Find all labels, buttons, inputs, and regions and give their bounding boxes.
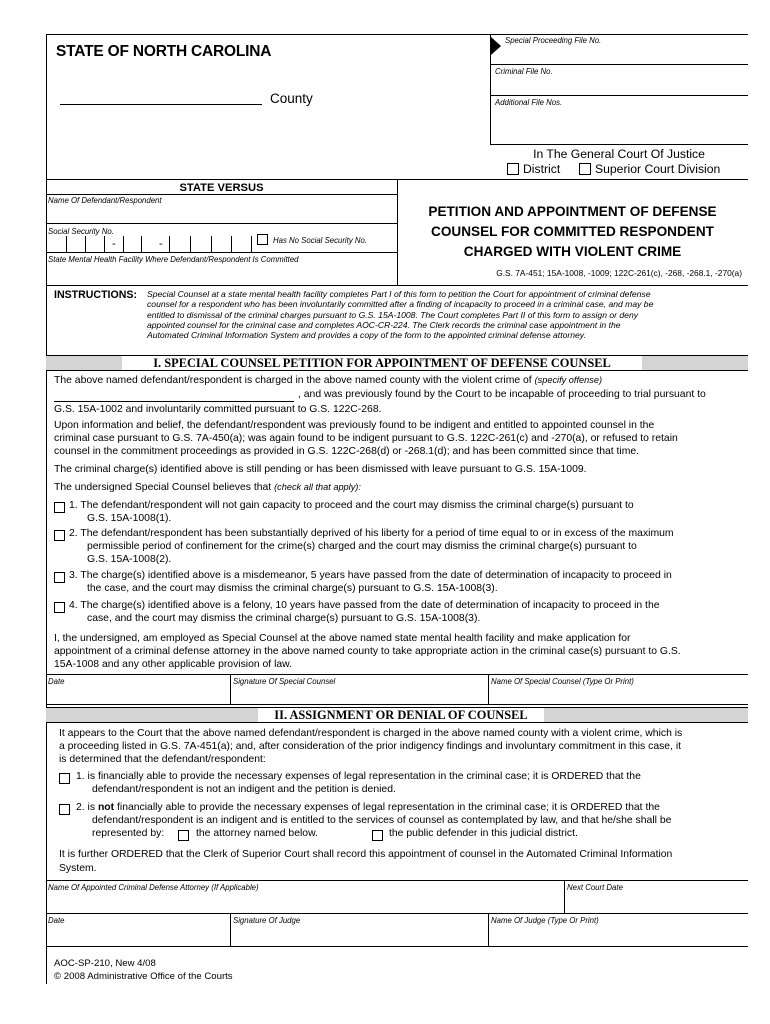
ssn-dash: - bbox=[112, 238, 116, 250]
part1-p1-italic: (specify offense) bbox=[534, 375, 602, 385]
part1-p5-line3: 15A-1008 and any other applicable provision of law. bbox=[54, 659, 292, 670]
part1-p2-line2: criminal case pursuant to G.S. 7A-450(a); was again found to be indigent pursuant to G.S. 122C-261(c) and -270(a), or refused to retain bbox=[54, 433, 678, 444]
part1-title: I. SPECIAL COUNSEL PETITION FOR APPOINTMENT OF DEFENSE COUNSEL bbox=[122, 356, 642, 370]
instructions-line: Automated Criminal Information System and provides a copy of the form to the appointed criminal defense attorney. bbox=[147, 330, 586, 341]
part2-item2-checkbox[interactable] bbox=[59, 804, 70, 815]
part2-header-band bbox=[46, 707, 748, 723]
ssn-line bbox=[46, 252, 397, 253]
file-box-top bbox=[490, 34, 748, 35]
district-label: District bbox=[523, 162, 561, 176]
defendant-name-line[interactable] bbox=[46, 223, 397, 224]
item3-line2: the case, and the court may dismiss the criminal charge(s) pursuant to G.S. 15A-1008(3). bbox=[87, 583, 498, 594]
facility-label: State Mental Health Facility Where Defendant/Respondent Is Committed bbox=[48, 255, 299, 264]
item2-line1: 2. The defendant/respondent has been substantially deprived of his liberty for a period of time equal to or in excess of the maximum bbox=[69, 528, 674, 539]
judge-name-field[interactable] bbox=[489, 926, 747, 945]
item2-line3: G.S. 15A-1008(2). bbox=[87, 554, 172, 565]
part2-p1-line1: It appears to the Court that the above named defendant/respondent is charged in the above named county with a violent crime, which is bbox=[59, 728, 683, 739]
attorney-name-field[interactable] bbox=[47, 893, 563, 912]
part1-p1-line2: , and was previously found by the Court to be incapable of proceeding to trial pursuant to bbox=[298, 389, 706, 400]
part2-p2-line2: System. bbox=[59, 863, 97, 874]
file-arrow-icon bbox=[491, 37, 501, 55]
item3-checkbox[interactable] bbox=[54, 572, 65, 583]
item4-line1: 4. The charge(s) identified above is a felony, 10 years have passed from the date of determination of incapacity to proceed in the bbox=[69, 600, 660, 611]
part2-item1-line1: 1. is financially able to provide the necessary expenses of legal representation in the criminal case; it is ORDERED that the bbox=[76, 771, 641, 782]
part1-p4-text: The undersigned Special Counsel believes that bbox=[54, 482, 272, 493]
criminal-file-line[interactable] bbox=[490, 95, 748, 96]
superior-label: Superior Court Division bbox=[595, 162, 721, 176]
part2-p2-line1: It is further ORDERED that the Clerk of Superior Court shall record this appointment of counsel in the Automated Criminal Information bbox=[59, 849, 673, 860]
judge-date-field[interactable] bbox=[47, 926, 229, 945]
ssn-label: Social Security No. bbox=[48, 227, 114, 236]
part2-title: II. ASSIGNMENT OR DENIAL OF COUNSEL bbox=[258, 708, 544, 722]
item1-checkbox[interactable] bbox=[54, 502, 65, 513]
form-title-line2: COUNSEL FOR COMMITTED RESPONDENT bbox=[431, 224, 714, 239]
ssn-box-divider bbox=[169, 236, 170, 252]
instructions-line: counsel for a respondent who has been involuntarily committed after a finding of incapacity to proceed in a criminal case, and may be bbox=[147, 299, 654, 310]
part1-date-field[interactable] bbox=[47, 686, 229, 703]
part1-p1-line1 bbox=[54, 375, 602, 386]
judge-row-bottom bbox=[46, 946, 748, 947]
attorney-row-top bbox=[46, 880, 748, 881]
ssn-box-divider bbox=[211, 236, 212, 252]
part2-item2-text: financially able to provide the necessary expenses of legal representation in the criminal case; it is ORDERED that the bbox=[117, 802, 660, 813]
additional-file-nos-label: Additional File Nos. bbox=[495, 98, 563, 107]
part1-p5-line2: appointment of a criminal defense attorney in the above named county to take appropriate action in the criminal case(s) pursuant to G.S. bbox=[54, 646, 681, 657]
form-number: AOC-SP-210, New 4/08 bbox=[54, 958, 156, 969]
next-court-date-label: Next Court Date bbox=[567, 883, 623, 892]
top-border bbox=[46, 34, 490, 35]
judge-signature-field[interactable] bbox=[231, 926, 487, 945]
part1-p5-line1: I, the undersigned, am employed as Special Counsel at the above named state mental health facility and make application for bbox=[54, 633, 631, 644]
ssn-box-divider bbox=[123, 236, 124, 252]
criminal-file-no-label: Criminal File No. bbox=[495, 67, 553, 76]
district-checkbox[interactable] bbox=[507, 163, 519, 175]
copyright: © 2008 Administrative Office of the Courts bbox=[54, 971, 233, 982]
offense-input-line[interactable] bbox=[54, 401, 294, 402]
court-title: In The General Court Of Justice bbox=[533, 147, 705, 161]
judge-date-label: Date bbox=[48, 916, 65, 925]
item3-line1: 3. The charge(s) identified above is a misdemeanor, 5 years have passed from the date of determination of incapacity to proceed in bbox=[69, 570, 672, 581]
part1-signature-field[interactable] bbox=[231, 686, 487, 703]
next-court-date-field[interactable] bbox=[565, 893, 747, 912]
public-defender-checkbox[interactable] bbox=[372, 830, 383, 841]
ssn-dash: - bbox=[159, 238, 163, 250]
instructions-line: appointed counsel for the criminal case and completes AOC-CR-224. The Clerk records the criminal case appointment in the bbox=[147, 319, 621, 330]
parties-bottom-line bbox=[46, 285, 748, 286]
form-title-line1: PETITION AND APPOINTMENT OF DEFENSE bbox=[428, 204, 717, 219]
statutes: G.S. 7A-451; 15A-1008, -1009; 122C-261(c), -268, -268.1, -270(a) bbox=[496, 268, 742, 278]
state-versus-line bbox=[46, 194, 397, 195]
judge-name-label: Name Of Judge (Type Or Print) bbox=[491, 916, 599, 925]
part1-p2-line1: Upon information and belief, the defendant/respondent was previously found to be indigent and entitled to appointed counsel in the bbox=[54, 420, 655, 431]
part1-signature-bottom bbox=[46, 704, 748, 705]
special-proceeding-file-no-label: Special Proceeding File No. bbox=[505, 36, 602, 45]
part2-item1-line2: defendant/respondent is not an indigent and the petition is denied. bbox=[92, 784, 396, 795]
public-defender-label: the public defender in this judicial district. bbox=[389, 828, 578, 839]
no-ssn-checkbox[interactable] bbox=[257, 234, 268, 245]
part2-item2-line2: defendant/respondent is an indigent and is entitled to the services of counsel as contemplated by law, and that he/she shall be bbox=[92, 815, 672, 826]
ssn-box-divider bbox=[190, 236, 191, 252]
no-ssn-label: Has No Social Security No. bbox=[273, 236, 368, 245]
part2-p1-line2: a proceeding listed in G.S. 7A-451(a); and, after consideration of the prior indigency findings and involuntary commitment in this case, it bbox=[59, 741, 682, 752]
special-proceeding-line[interactable] bbox=[490, 64, 748, 65]
attorney-row-bottom bbox=[46, 913, 748, 914]
part2-p1-line3: is determined that the defendant/respondent: bbox=[59, 754, 266, 765]
ssn-box-divider bbox=[141, 236, 142, 252]
ssn-box-divider bbox=[251, 236, 252, 252]
instructions-line: entitled to dismissal of the criminal charges pursuant to G.S. 15A-1008. The Court completes Part II of this form to assign or deny bbox=[147, 309, 639, 320]
state-heading: STATE OF NORTH CAROLINA bbox=[56, 43, 272, 60]
part2-item2-line3: represented by: bbox=[92, 828, 165, 839]
form-title-line3: CHARGED WITH VIOLENT CRIME bbox=[463, 244, 682, 259]
instructions-text bbox=[147, 289, 653, 340]
ssn-box-divider bbox=[85, 236, 86, 252]
part1-p4-italic: (check all that apply): bbox=[274, 482, 361, 492]
attorney-named-label: the attorney named below. bbox=[196, 828, 318, 839]
superior-checkbox[interactable] bbox=[579, 163, 591, 175]
part1-signature-top bbox=[46, 674, 748, 675]
item4-line2: case, and the court may dismiss the criminal charge(s) pursuant to G.S. 15A-1008(3). bbox=[87, 613, 481, 624]
item2-checkbox[interactable] bbox=[54, 530, 65, 541]
instructions-label: INSTRUCTIONS: bbox=[54, 289, 137, 301]
part1-name-field[interactable] bbox=[489, 686, 747, 703]
part1-p2-line3: counsel in the commitment proceedings as provided in G.S. 122C-268(d) or -268.1(d); and has been committed since that time. bbox=[54, 446, 640, 457]
file-box-bottom bbox=[490, 144, 748, 145]
item1-line1: 1. The defendant/respondent will not gain capacity to proceed and the court may dismiss the criminal charge(s) pursuant to bbox=[69, 500, 634, 511]
part2-item2-line1 bbox=[76, 802, 660, 813]
part1-p3: The criminal charge(s) identified above is still pending or has been dismissed with leave pursuant to G.S. 15A-1009. bbox=[54, 464, 587, 475]
part2-item2-pre: 2. is bbox=[76, 802, 96, 813]
part1-p1-line3: G.S. 15A-1002 and involuntarily committed pursuant to G.S. 122C-268. bbox=[54, 404, 382, 415]
instructions-line: Special Counsel at a state mental health facility completes Part I of this form to petition the Court for appointment of criminal defense bbox=[147, 289, 651, 299]
item2-line2: permissible period of confinement for the crime(s) charged and the court may dismiss the criminal charge(s) pursuant to bbox=[87, 541, 637, 552]
ssn-box-divider bbox=[104, 236, 105, 252]
county-name-line[interactable] bbox=[60, 104, 262, 105]
item1-line2: G.S. 15A-1008(1). bbox=[87, 513, 172, 524]
part1-p4 bbox=[54, 482, 361, 493]
part1-signature-label: Signature Of Special Counsel bbox=[233, 677, 336, 686]
item4-checkbox[interactable] bbox=[54, 602, 65, 613]
part1-date-label: Date bbox=[48, 677, 65, 686]
attorney-named-checkbox[interactable] bbox=[178, 830, 189, 841]
ssn-box-divider bbox=[66, 236, 67, 252]
attorney-name-label: Name Of Appointed Criminal Defense Attorney (If Applicable) bbox=[48, 883, 259, 892]
state-versus-label: STATE VERSUS bbox=[179, 182, 264, 194]
left-margin-line bbox=[46, 34, 47, 984]
part1-p1-text: The above named defendant/respondent is charged in the above named county with the violent crime of bbox=[54, 375, 532, 386]
part1-header-band bbox=[46, 355, 748, 371]
part2-item2-not: not bbox=[97, 802, 115, 813]
part1-name-label: Name Of Special Counsel (Type Or Print) bbox=[491, 677, 634, 686]
defendant-name-label: Name Of Defendant/Respondent bbox=[48, 196, 162, 205]
judge-signature-label: Signature Of Judge bbox=[233, 916, 301, 925]
ssn-box-divider bbox=[231, 236, 232, 252]
county-label: County bbox=[270, 91, 313, 106]
part2-item1-checkbox[interactable] bbox=[59, 773, 70, 784]
